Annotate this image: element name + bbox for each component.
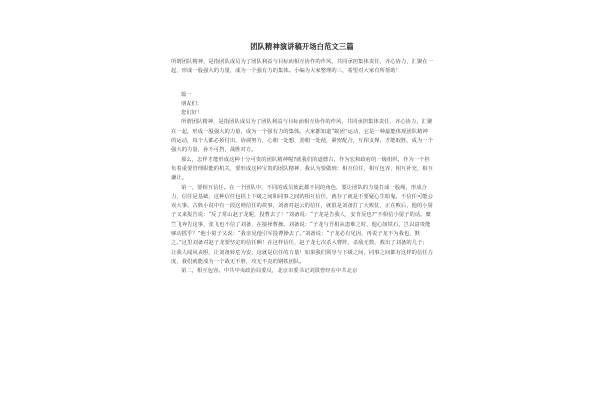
body-paragraph-4: 第二，相互包容。中共中央政治局委员，北京市委书记刘淇曾经在中共北京	[181, 268, 358, 275]
body-paragraph-2: 那么，怎样才能形成这种十分可贵的团队精神呢?就我们的道德古，作为宏和政府的一级组织，作为一个担负着重要管理职能的机关，要形成这种宝贵的团队精神，我认为要做到：相互信任，相互包容，相互补充，相互谦让。	[171, 156, 433, 182]
intro-paragraph: 所谓团队精神，是指团队成员为了团队利益与目标而相互协作的作风，共同承担集体责任，齐心协力，汇聚在一起，形成一股强大的力量，成为一个强有力的集体。小编为大家整理的三，希望对大家有所帮助！	[171, 59, 433, 75]
body-paragraph-3: 第一，要相互信任。在一个团队中，不同的成员彼此都不同的角色，要让团队的力量打成一股绳，形成合力，信任是基础，这种信任包括上下级之间和同事之间的相互信任，就存了就是不要疑心生暗鬼，不信任可能会误大事。古典小说中有一段这则信任的故事，刘备对赵云的信任，就很是刘备打了大败仗，正在败后，他的小舅子又来报告说：“反了常山赵子龙呢，投曹去了！”刘备说：“子龙是告我人，安肯反也?”不相信小舅子的话。糜竺飞奔告这事，张飞也不信了刘备，在接择曹操。刘备说：“子龙与吾相从患难之时，他心如铁石，岂以富贵能够动摇乎？”他小舅子又说：“我亲见他引军投曹操去了。”刘备说：“子龙必有见因，再说子龙不为我也，默之。”这里刘备对赵子龙要坚定的信任啊！在这样信任，赵子龙七次杀入曹阵，杀敌无数，救出了刘备的儿子；让我人闻风丧胆，让刘备转危为安，这就是信任的力量！如果我们领导与下级之间，同事之间都有这样的信任力度，我们就能成为一个战无不胜，攻无不克的钢铁团队。	[171, 184, 433, 265]
document-title: 团队精神演讲稿开场白范文三篇	[250, 42, 354, 51]
greeting-line-2: 您们好！	[181, 110, 203, 117]
body-paragraph-1: 所谓团队精神，是指团队成员为了团队利益与目标而相互协作的作风，共同承担集体责任，齐心协力，汇聚在一起，形成一股强大的力量，成为一个强有力的集体。大家都知道“蚁团”运动，它是一种最能体现团队精神的运动，每个人都必须付出，协调努力，心朝一处想，劲朝一处使，紧密配合，互相支撑，才能取胜，成为一个强大的力量，孙不可挡，战胜对方。	[171, 119, 433, 154]
section-gap	[171, 77, 433, 91]
document-page	[171, 0, 433, 400]
greeting-line: 朋友们：	[181, 100, 203, 107]
section-label: 篇一	[181, 91, 192, 98]
